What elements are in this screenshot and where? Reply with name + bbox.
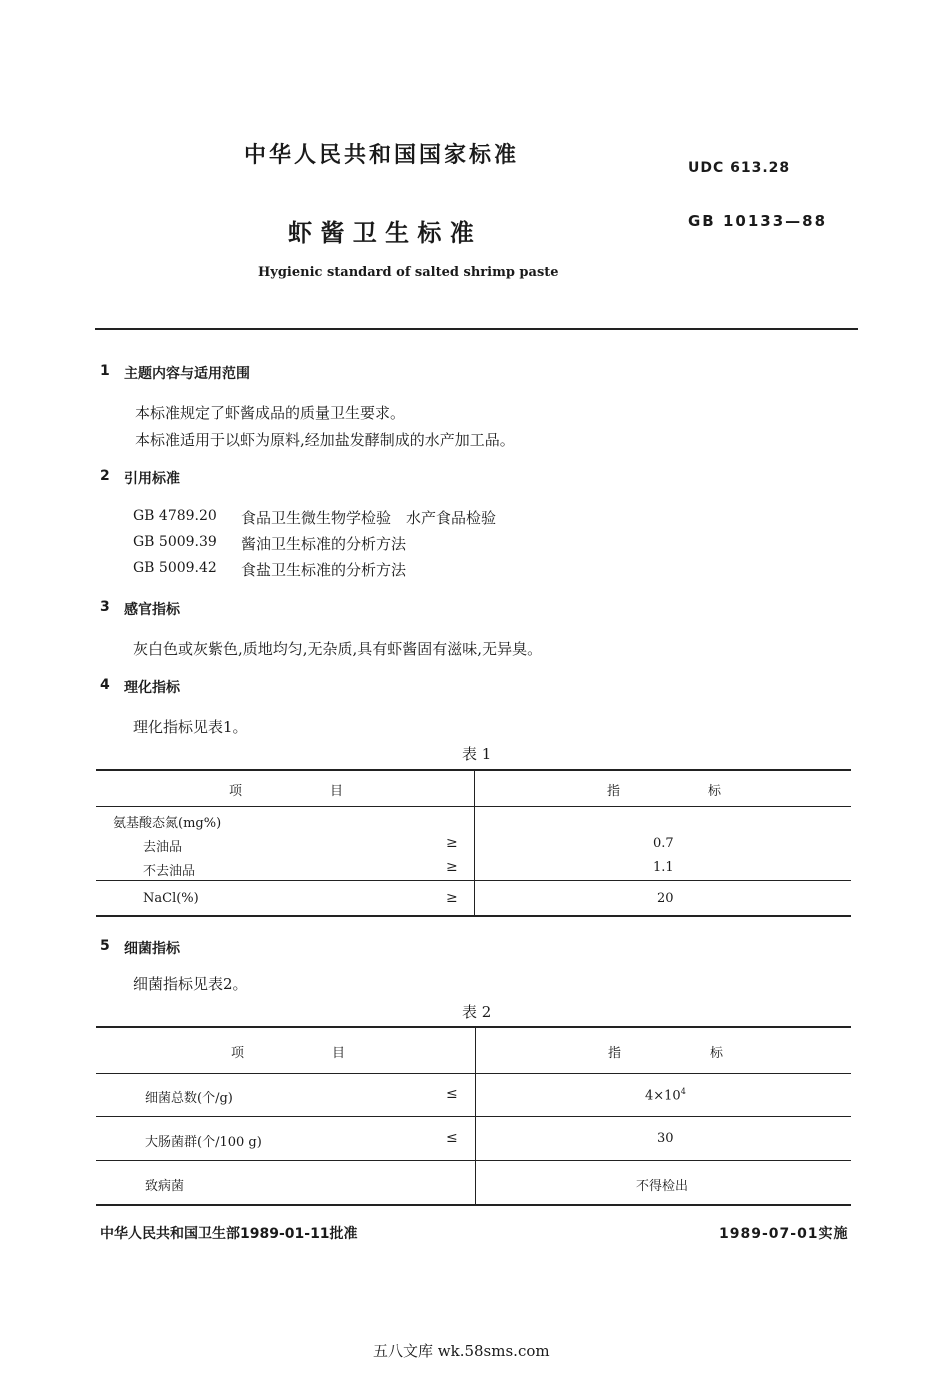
table1-row-rule [96,880,851,881]
section-number: 3 [100,599,110,615]
section-title: 引用标准 [124,471,180,487]
table1-bottom-rule [96,915,851,917]
table1-row-item: 去油品 [143,840,183,855]
table2-row-item: 细菌总数(个/g) [145,1091,233,1106]
table1-row-operator: ≥ [446,835,458,851]
table2-row-rule [96,1116,851,1117]
table2-row-operator: ≤ [446,1086,458,1102]
table1-header-item: 目 [330,784,344,799]
table2-header-index: 指 [608,1046,622,1061]
approval-note: 中华人民共和国卫生部1989-01-11批准 [100,1226,358,1242]
paragraph: 灰白色或灰紫色,质地均匀,无杂质,具有虾酱固有滋味,无异臭。 [133,640,543,658]
table1-column-rule [474,769,475,916]
gb-code: GB 10133—88 [688,212,828,230]
table2-caption: 表 2 [462,1003,492,1021]
national-standard-heading: 中华人民共和国国家标准 [244,143,520,168]
english-title: Hygienic standard of salted shrimp paste [258,265,559,280]
table1-header-index: 标 [708,784,722,799]
table1-row-item: NaCl(%) [143,891,199,906]
reference-code: GB 5009.42 [133,560,217,576]
table1-caption: 表 1 [462,745,492,763]
table1-row-value: 1.1 [653,860,674,875]
table2-row-value: 30 [657,1131,674,1146]
table2-row-item: 致病菌 [145,1179,185,1194]
table2-row-rule [96,1160,851,1161]
section-title: 主题内容与适用范围 [124,366,250,382]
paragraph: 本标准适用于以虾为原料,经加盐发酵制成的水产加工品。 [135,431,515,449]
table1-header-item: 项 [229,784,243,799]
section-number: 2 [100,468,110,484]
section-number: 1 [100,363,110,379]
table2-header-item: 项 [231,1046,245,1061]
table2-row-item: 大肠菌群(个/100 g) [145,1135,262,1150]
table1-row-operator: ≥ [446,890,458,906]
table1-row-operator: ≥ [446,859,458,875]
section-number: 4 [100,677,110,693]
section-number: 5 [100,938,110,954]
reference-title: 食盐卫生标准的分析方法 [241,561,407,579]
table2-bottom-rule [96,1204,851,1206]
table1-group-label: 氨基酸态氮(mg%) [113,816,222,831]
udc-code: UDC 613.28 [688,160,791,176]
table2-header-index: 标 [710,1046,724,1061]
table2-top-rule [96,1026,851,1028]
table2-row-value: 不得检出 [636,1179,689,1194]
reference-title: 酱油卫生标准的分析方法 [241,535,407,553]
reference-code: GB 5009.39 [133,534,217,550]
table1-header-index: 指 [607,784,621,799]
paragraph: 本标准规定了虾酱成品的质量卫生要求。 [135,404,406,422]
watermark: 五八文库 wk.58sms.com [373,1342,550,1360]
table2-header-rule [96,1073,851,1074]
reference-code: GB 4789.20 [133,508,217,524]
paragraph: 细菌指标见表2。 [133,975,248,993]
table1-header-rule [96,806,851,807]
document-title: 虾 酱 卫 生 标 准 [288,219,474,247]
section-title: 理化指标 [124,680,180,696]
table2-row-operator: ≤ [446,1130,458,1146]
section-title: 细菌指标 [124,941,180,957]
table2-row-value: $4\times 10^4$ [645,1087,686,1104]
paragraph: 理化指标见表1。 [133,718,248,736]
table2-header-item: 目 [332,1046,346,1061]
table1-row-item: 不去油品 [143,864,196,879]
header-divider [95,328,858,330]
implementation-date: 1989-07-01实施 [719,1226,849,1242]
table1-row-value: 20 [657,891,674,906]
section-title: 感官指标 [124,602,180,618]
table1-row-value: 0.7 [653,836,674,851]
reference-title: 食品卫生微生物学检验 水产食品检验 [241,509,497,527]
